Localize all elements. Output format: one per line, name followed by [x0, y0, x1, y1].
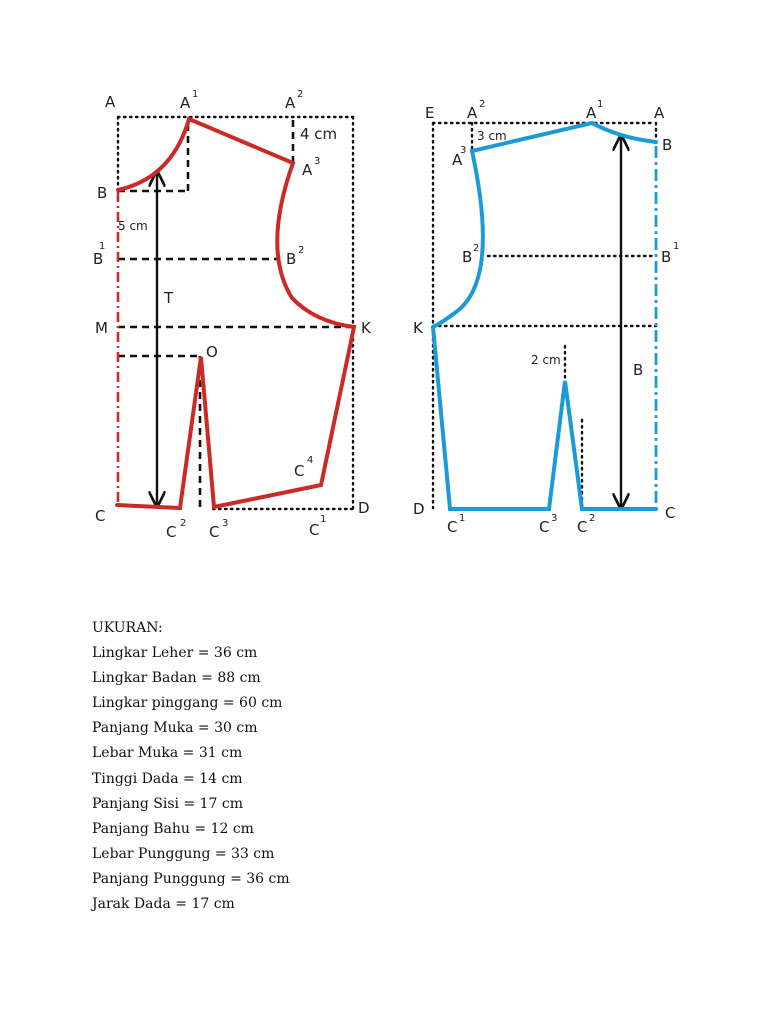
label-back-A3-sup: 3: [460, 145, 467, 156]
label-back-B2: B: [462, 248, 473, 266]
label-back-C3: C: [539, 518, 550, 536]
label-back-C2-sup: 2: [589, 513, 596, 524]
label-back-3cm: 3 cm: [477, 129, 507, 143]
front-labels: [93, 89, 372, 541]
label-front-B1-sup: 1: [99, 241, 106, 252]
measurements-title: UKURAN:: [92, 620, 163, 636]
label-front-B1: B: [93, 250, 104, 268]
label-back-C3-sup: 3: [551, 513, 558, 524]
back-pattern-outline: [433, 123, 656, 509]
label-front-A1-sup: 1: [192, 89, 199, 100]
label-back-A: A: [654, 104, 665, 122]
back-labels: [413, 99, 679, 536]
label-front-A3: A: [302, 161, 313, 179]
measurement-item: Lebar Punggung = 33 cm: [92, 845, 275, 862]
label-front-K: K: [361, 319, 371, 337]
label-back-B-mid: B: [633, 361, 644, 379]
back-pattern: [413, 99, 679, 536]
label-front-C3-sup: 3: [222, 518, 229, 529]
measurement-item: Lingkar Leher = 36 cm: [92, 645, 258, 662]
measurement-item: Panjang Bahu = 12 cm: [92, 820, 254, 837]
measurement-item: Panjang Sisi = 17 cm: [92, 795, 244, 812]
label-front-C3: C: [209, 523, 220, 541]
label-front-M: M: [95, 319, 108, 337]
label-back-A2: A: [467, 104, 478, 122]
label-back-C: C: [665, 504, 676, 522]
measurement-item: Panjang Punggung = 36 cm: [92, 870, 290, 887]
label-back-D: D: [413, 500, 425, 518]
front-pattern-outline: [117, 119, 354, 508]
label-front-A: A: [105, 93, 116, 111]
label-front-A1: A: [180, 94, 191, 112]
label-front-C: C: [95, 507, 106, 525]
back-guide-dotted: [433, 123, 656, 508]
label-back-E: E: [425, 104, 435, 122]
label-front-C2-sup: 2: [180, 518, 187, 529]
label-back-A3: A: [452, 151, 463, 169]
label-front-C2: C: [166, 523, 177, 541]
label-front-B2: B: [286, 250, 297, 268]
label-back-B1-sup: 1: [673, 241, 680, 252]
measurement-item: Jarak Dada = 17 cm: [92, 896, 235, 913]
label-front-A2: A: [285, 94, 296, 112]
label-front-B2-sup: 2: [298, 245, 305, 256]
label-back-B1: B: [661, 248, 672, 266]
label-back-A1-sup: 1: [597, 99, 604, 110]
front-pattern: [93, 89, 372, 541]
label-front-5cm: 5 cm: [118, 219, 148, 233]
label-front-D: D: [358, 499, 370, 517]
label-front-4cm: 4 cm: [300, 125, 338, 143]
measurement-item: Lebar Muka = 31 cm: [92, 745, 243, 762]
label-front-A2-sup: 2: [297, 89, 304, 100]
label-front-O: O: [206, 343, 218, 361]
label-front-B: B: [97, 184, 108, 202]
label-front-C1: C: [309, 521, 320, 539]
label-back-K: K: [413, 319, 423, 337]
measurement-item: Tinggi Dada = 14 cm: [92, 770, 243, 787]
label-back-C1-sup: 1: [459, 513, 466, 524]
label-back-C1: C: [447, 518, 458, 536]
front-guide-dashed: [118, 120, 353, 508]
label-front-T: T: [164, 289, 174, 307]
label-front-C4-sup: 4: [307, 455, 314, 466]
measurement-item: Lingkar Badan = 88 cm: [92, 670, 261, 687]
label-back-A1: A: [586, 104, 597, 122]
label-front-C4: C: [294, 462, 305, 480]
label-back-B2-sup: 2: [473, 243, 480, 254]
label-back-2cm: 2 cm: [531, 353, 561, 367]
measurement-item: Panjang Muka = 30 cm: [92, 720, 258, 737]
label-front-C1-sup: 1: [320, 514, 327, 525]
measurements-list: [92, 616, 290, 917]
label-back-B: B: [662, 136, 673, 154]
label-back-A2-sup: 2: [479, 99, 486, 110]
label-back-C2: C: [577, 518, 588, 536]
measurement-item: Lingkar pinggang = 60 cm: [92, 695, 283, 712]
label-front-A3-sup: 3: [314, 156, 321, 167]
